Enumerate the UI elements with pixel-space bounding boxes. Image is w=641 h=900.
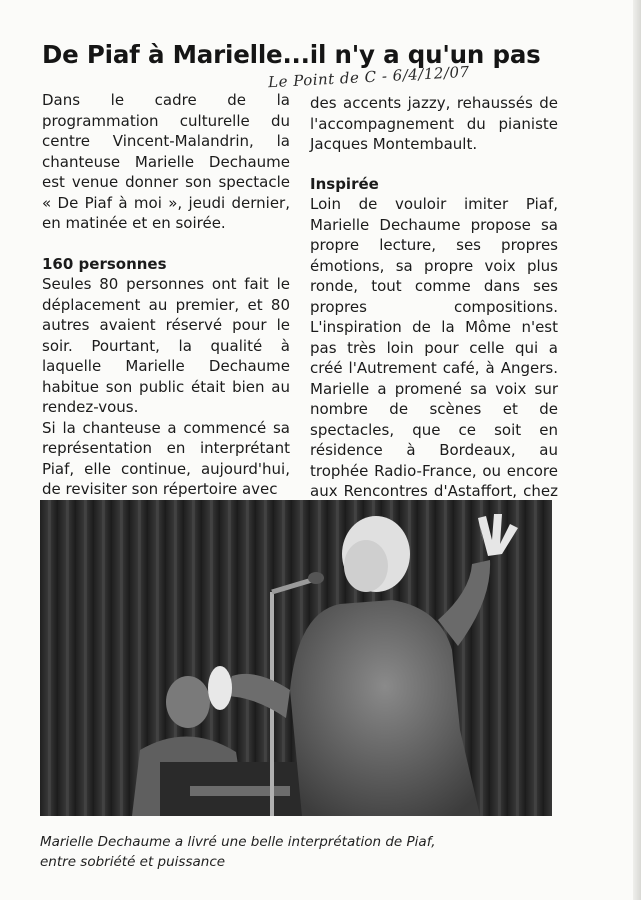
caption-line-2: entre sobriété et puissance — [40, 854, 226, 870]
right-column — [310, 93, 558, 522]
paragraph-continuation: des accents jazzy, rehaussés de l'accompagnement du pianiste Jacques Montembault. — [310, 94, 558, 153]
left-column — [42, 90, 290, 500]
paragraph-repertoire: Si la chanteuse a commencé sa représentation en interprétant Piaf, elle continue, aujourd'hui, de revisiter son répertoire avec — [42, 418, 290, 498]
concert-photo-illustration — [40, 500, 552, 816]
intro-paragraph: Dans le cadre de la programmation culturelle du centre Vincent-Malandrin, la chanteuse Marielle Dechaume est venue donner son spectacle « De Piaf à moi », jeudi dernier, en matinée et en soirée. — [42, 91, 290, 232]
subhead-inspiree: Inspirée — [310, 174, 379, 193]
page-edge — [633, 0, 641, 900]
caption-line-1: Marielle Dechaume a livré une belle interprétation de Piaf, — [40, 834, 436, 850]
concert-photo — [40, 500, 552, 816]
handwritten-note: Le Point de C - 6/4/12/07 — [267, 62, 470, 92]
paragraph-attendance: Seules 80 personnes ont fait le déplacement au premier, et 80 autres avaient réservé pour le soir. Pourtant, la qualité à laquelle Marielle Dechaume habitue son public était bien au rendez-vous. — [42, 275, 290, 416]
paragraph-inspiree: Loin de vouloir imiter Piaf, Marielle Dechaume propose sa propre lecture, ses propres émotions, sa propre voix plus ronde, tout comme dans ses propres compositions. L'inspiration de la Môme n'est pas très loin pour celle qui a créé l'Autrement café, à Angers. Marielle a promené sa voix sur nombre de scènes et de spectacles, que ce soit en résidence à Bordeaux, au trophée Radio-France, ou encore aux Rencontres d'Astaffort, chez — [310, 195, 558, 500]
photo-caption — [40, 832, 580, 872]
subhead-160-personnes: 160 personnes — [42, 254, 167, 273]
article-headline: De Piaf à Marielle...il n'y a qu'un pas — [42, 40, 541, 69]
